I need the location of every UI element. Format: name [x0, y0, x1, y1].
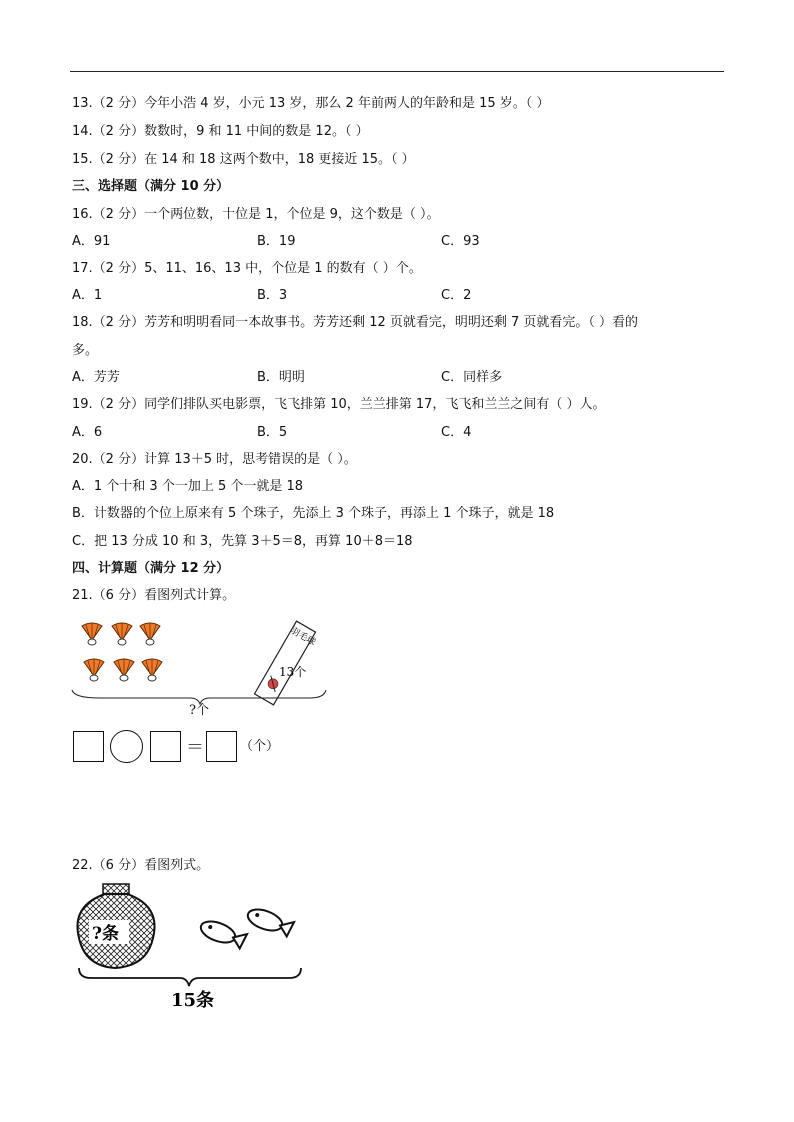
header-rule	[70, 71, 724, 72]
question-16: 16.（2 分）一个两位数，十位是 1，个位是 9，这个数是（ ）。	[72, 207, 440, 222]
answer-box-2[interactable]	[150, 731, 181, 762]
answer-box-result[interactable]	[206, 731, 237, 762]
q16-option-c: C．93	[441, 234, 480, 249]
shuttlecock-icon	[84, 659, 104, 681]
question-18: 18.（2 分）芳芳和明明看同一本故事书。芳芳还剩 12 页就看完，明明还剩 7 页就看完。（ ）看的	[72, 315, 639, 330]
total-brace	[79, 968, 301, 986]
question-18-continued: 多。	[72, 343, 99, 358]
question-22: 22.（6 分）看图列式。	[72, 858, 210, 873]
section-3-heading: 三、选择题（满分 10 分）	[72, 179, 230, 194]
q20-option-b: B．计数器的个位上原来有 5 个珠子，先添上 3 个珠子，再添上 1 个珠子，就是 18	[72, 506, 555, 521]
question-14: 14.（2 分）数数时，9 和 11 中间的数是 12。（ ）	[72, 124, 369, 139]
figure-22-illustration	[75, 882, 315, 1012]
q16-option-b: B．19	[257, 234, 296, 249]
operator-circle[interactable]	[110, 730, 143, 763]
total-label: 15条	[171, 990, 215, 1011]
q20-option-a: A．1 个十和 3 个一加上 5 个一就是 18	[72, 479, 304, 494]
question-21: 21.（6 分）看图列式计算。	[72, 588, 236, 603]
question-20: 20.（2 分）计算 13＋5 时，思考错误的是（ ）。	[72, 452, 357, 467]
tube-count-label: 13个	[279, 665, 307, 679]
q18-option-a: A．芳芳	[72, 370, 120, 385]
shuttlecock-icon	[82, 623, 102, 645]
fish-icon	[245, 905, 294, 938]
shuttlecock-icon	[114, 659, 134, 681]
q19-option-c: C．4	[441, 425, 472, 440]
q18-option-c: C．同样多	[441, 370, 503, 385]
question-15: 15.（2 分）在 14 和 18 这两个数中，18 更接近 15。（ ）	[72, 152, 415, 167]
jar-icon	[77, 884, 154, 968]
equals-sign: ＝	[186, 737, 204, 758]
q19-option-a: A．6	[72, 425, 103, 440]
q17-option-b: B．3	[257, 288, 288, 303]
answer-box-1[interactable]	[73, 731, 104, 762]
q19-option-b: B．5	[257, 425, 288, 440]
tube-label: 羽毛球	[288, 625, 317, 649]
shuttlecock-icon	[140, 623, 160, 645]
question-17: 17.（2 分）5、11、16、13 中，个位是 1 的数有（ ）个。	[72, 261, 422, 276]
q17-option-a: A．1	[72, 288, 103, 303]
q17-option-c: C．2	[441, 288, 472, 303]
jar-label: ?条	[92, 924, 119, 944]
section-4-heading: 四、计算题（满分 12 分）	[72, 561, 230, 576]
shuttlecock-icon	[142, 659, 162, 681]
q16-option-a: A．91	[72, 234, 111, 249]
question-13: 13.（2 分）今年小浩 4 岁，小元 13 岁，那么 2 年前两人的年龄和是 15 岁。（ ）	[72, 96, 550, 111]
shuttlecock-icon	[112, 623, 132, 645]
unit-label: （个）	[240, 739, 280, 754]
q20-option-c: C．把 13 分成 10 和 3，先算 3＋5＝8，再算 10＋8＝18	[72, 534, 413, 549]
fish-icon	[198, 917, 247, 950]
q18-option-b: B．明明	[257, 370, 305, 385]
question-19: 19.（2 分）同学们排队买电影票，飞飞排第 10，兰兰排第 17，飞飞和兰兰之间有（ ）人。	[72, 397, 606, 412]
total-question-label: ?个	[189, 703, 209, 718]
